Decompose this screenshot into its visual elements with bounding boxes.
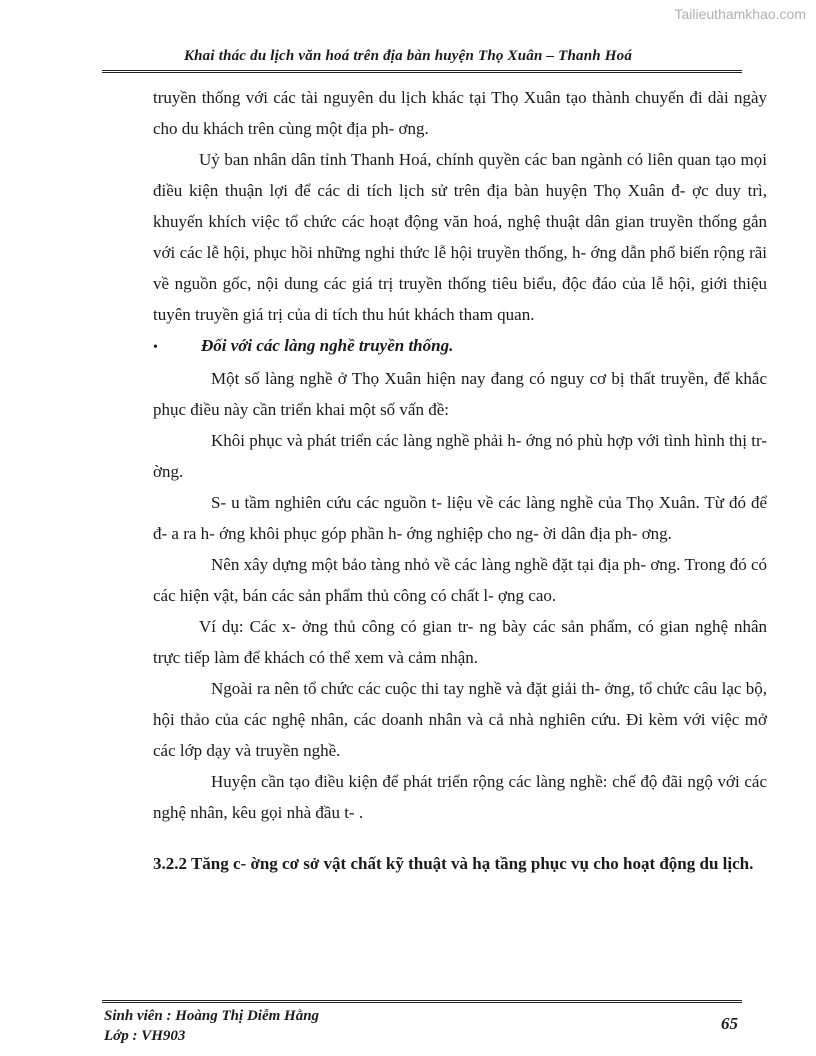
page-number: 65 xyxy=(721,1014,738,1033)
running-header-title: Khai thác du lịch văn hoá trên địa bàn huyện Thọ Xuân – Thanh Hoá xyxy=(183,48,633,64)
paragraph-8: Ngoài ra nên tổ chức các cuộc thi tay nghề và đặt giải th- ởng, tổ chức câu lạc bộ, hội thảo của các nghệ nhân, các doanh nhân và cả nhà nghiên cứu. Đi kèm với việc mở các lớp dạy và truyền nghề. xyxy=(153,679,767,760)
footer-class: Lớp : VH903 xyxy=(104,1028,186,1044)
paragraph-2: Uỷ ban nhân dân tỉnh Thanh Hoá, chính quyền các ban ngành có liên quan tạo mọi điều kiện thuận lợi để các di tích lịch sử trên địa bàn huyện Thọ Xuân đ- ợc duy trì, khuyến khích việc tổ chức các hoạt động văn hoá, nghệ thuật dân gian truyền thống gắn với các lễ hội, phục hồi những nghi thức lễ hội truyền thống, h- ớng dẫn phổ biến rộng rãi về nguồn gốc, nội dung các giá trị truyền thống tiêu biểu, độc đáo của lễ hội, giới thiệu tuyên truyền giá trị của di tích thu hút khách tham quan. xyxy=(153,150,767,324)
paragraph-9: Huyện cần tạo điều kiện để phát triển rộng các làng nghề: chế độ đãi ngộ với các nghệ nhân, kêu gọi nhà đầu t- . xyxy=(153,772,767,822)
paragraph-3: Một số làng nghề ở Thọ Xuân hiện nay đang có nguy cơ bị thất truyền, để khắc phục điều này cần triển khai một số vấn đề: xyxy=(153,369,767,419)
header-divider xyxy=(102,70,742,73)
paragraph-1: truyền thống với các tài nguyên du lịch khác tại Thọ Xuân tạo thành chuyến đi dài ngày cho du khách trên cùng một địa ph- ơng. xyxy=(153,88,767,138)
paragraph-4: Khôi phục và phát triển các làng nghề phải h- ớng nó phù hợp với tình hình thị tr- ờng. xyxy=(153,431,767,481)
footer-info xyxy=(104,1006,319,1046)
section-heading: 3.2.2 Tăng c- ờng cơ sở vật chất kỹ thuật và hạ tầng phục vụ cho hoạt động du lịch. xyxy=(153,854,754,873)
paragraph-5: S- u tầm nghiên cứu các nguồn t- liệu về các làng nghề của Thọ Xuân. Từ đó để đ- a ra h- ớng khôi phục góp phần h- ớng nghiệp cho ng- ời dân địa ph- ơng. xyxy=(153,493,767,543)
footer-divider xyxy=(102,1000,742,1003)
bullet-icon: • xyxy=(153,340,158,355)
bullet-item xyxy=(153,330,767,363)
watermark: Tailieuthamkhao.com xyxy=(674,6,806,22)
bullet-heading: Đối với các làng nghề truyền thống. xyxy=(201,336,454,355)
paragraph-7: Ví dụ: Các x- ởng thủ công có gian tr- ng bày các sản phẩm, có gian nghệ nhân trực tiếp làm để khách có thể xem và cảm nhận. xyxy=(153,617,767,667)
document-body xyxy=(153,82,767,879)
paragraph-6: Nên xây dựng một bảo tàng nhỏ về các làng nghề đặt tại địa ph- ơng. Trong đó có các hiện vật, bán các sản phẩm thủ công có chất l- ợng cao. xyxy=(153,555,767,605)
footer-student: Sinh viên : Hoàng Thị Diễm Hằng xyxy=(104,1008,320,1024)
